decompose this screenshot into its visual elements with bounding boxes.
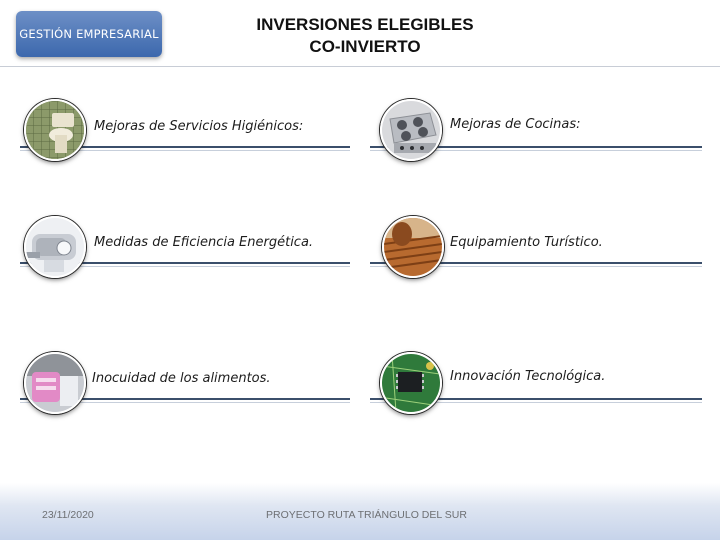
footer-date: 23/11/2020 — [42, 509, 94, 521]
toilet-icon — [24, 99, 86, 161]
item-label: Equipamiento Turístico. — [450, 235, 603, 250]
energy-meter-icon — [24, 216, 86, 278]
title-line-1: INVERSIONES ELEGIBLES — [256, 15, 474, 34]
page-title — [210, 14, 520, 58]
item-label: Medidas de Eficiencia Energética. — [94, 235, 314, 250]
item-label: Mejoras de Cocinas: — [450, 117, 581, 132]
footer-project-name: PROYECTO RUTA TRIÁNGULO DEL SUR — [266, 509, 467, 521]
circuit-board-icon — [380, 352, 442, 414]
title-line-2: CO-INVIERTO — [309, 37, 421, 56]
item-label: Inocuidad de los alimentos. — [92, 371, 271, 386]
item-label: Innovación Tecnológica. — [450, 369, 606, 384]
header-divider — [0, 66, 720, 67]
wood-deck-icon — [382, 216, 444, 278]
food-packaging-icon — [24, 352, 86, 414]
item-label: Mejoras de Servicios Higiénicos: — [94, 119, 304, 134]
section-badge: GESTIÓN EMPRESARIAL — [16, 11, 162, 57]
stove-icon — [380, 99, 442, 161]
